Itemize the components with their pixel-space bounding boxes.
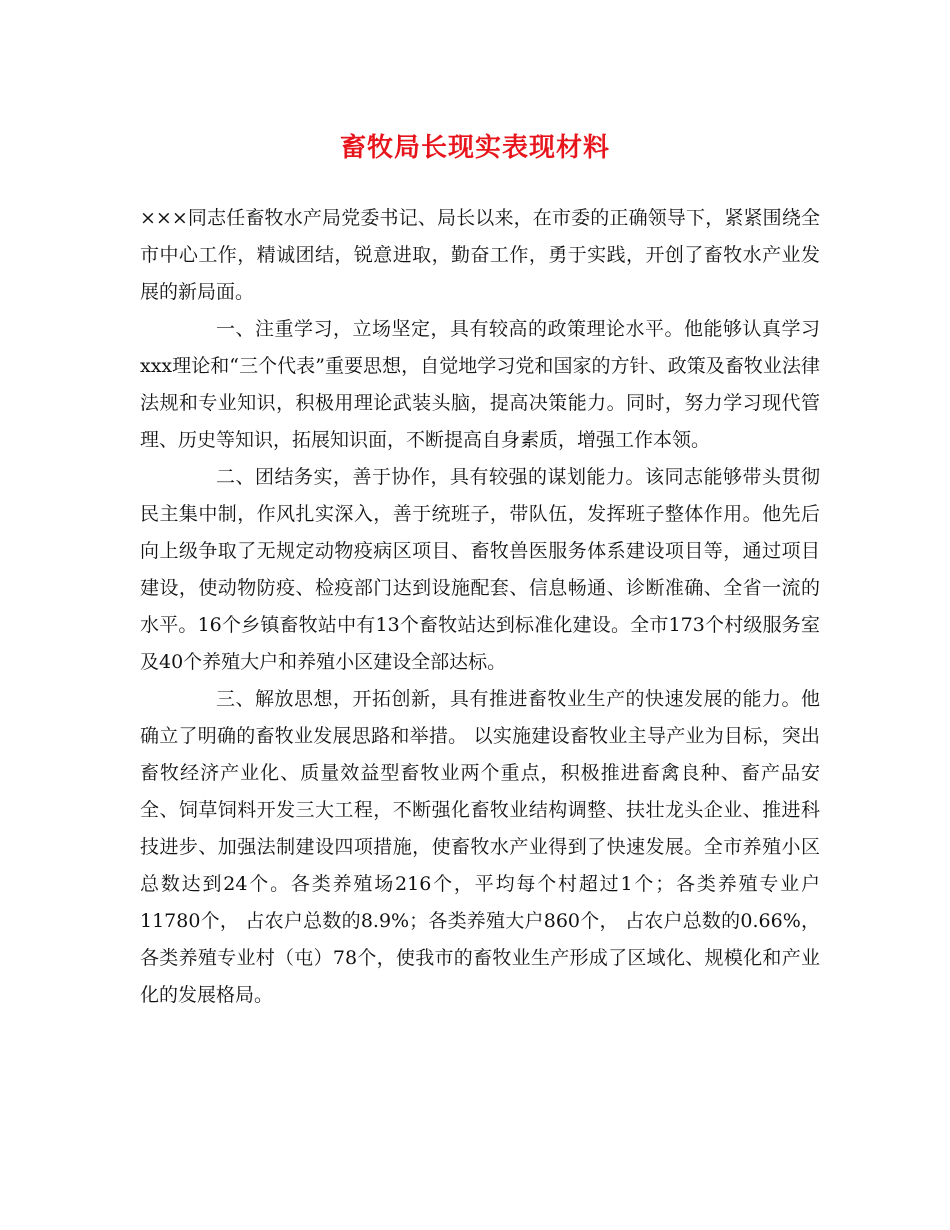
- document-body: [140, 200, 820, 1014]
- paragraph-innovation: 三、解放思想，开拓创新，具有推进畜牧业生产的快速发展的能力。他确立了明确的畜牧业发展思路和举措。 以实施建设畜牧业主导产业为目标，突出畜牧经济产业化、质量效益型畜牧业两个重点，积极推进畜禽良种、畜产品安全、饲草饲料开发三大工程，不断强化畜牧业结构调整、扶壮龙头企业、推进科技进步、加强法制建设四项措施，使畜牧水产业得到了快速发展。全市养殖小区总数达到24个。各类养殖场216个，平均每个村超过1个；各类养殖专业户11780个， 占农户总数的8.9%；各类养殖大户860个， 占农户总数的0.66%，各类养殖专业村（屯）78个，使我市的畜牧业生产形成了区域化、规模化和产业化的发展格局。: [140, 688, 820, 1006]
- paragraph-study: 一、注重学习，立场坚定，具有较高的政策理论水平。他能够认真学习xxx理论和“三个代表”重要思想，自觉地学习党和国家的方针、政策及畜牧业法律法规和专业知识，积极用理论武装头脑，提高决策能力。同时，努力学习现代管理、历史等知识，拓展知识面，不断提高自身素质，增强工作本领。: [140, 318, 820, 451]
- paragraph-unity: 二、团结务实，善于协作，具有较强的谋划能力。该同志能够带头贯彻民主集中制，作风扎实深入，善于统班子，带队伍，发挥班子整体作用。他先后向上级争取了无规定动物疫病区项目、畜牧兽医服务体系建设项目等，通过项目建设，使动物防疫、检疫部门达到设施配套、信息畅通、诊断准确、全省一流的水平。16个乡镇畜牧站中有13个畜牧站达到标准化建设。全市173个村级服务室及40个养殖大户和养殖小区建设全部达标。: [140, 466, 820, 673]
- paragraph-intro: ×××同志任畜牧水产局党委书记、局长以来，在市委的正确领导下，紧紧围绕全市中心工作，精诚团结，锐意进取，勤奋工作，勇于实践，开创了畜牧水产业发展的新局面。: [140, 207, 820, 303]
- document-title: 畜牧局长现实表现材料: [339, 133, 610, 163]
